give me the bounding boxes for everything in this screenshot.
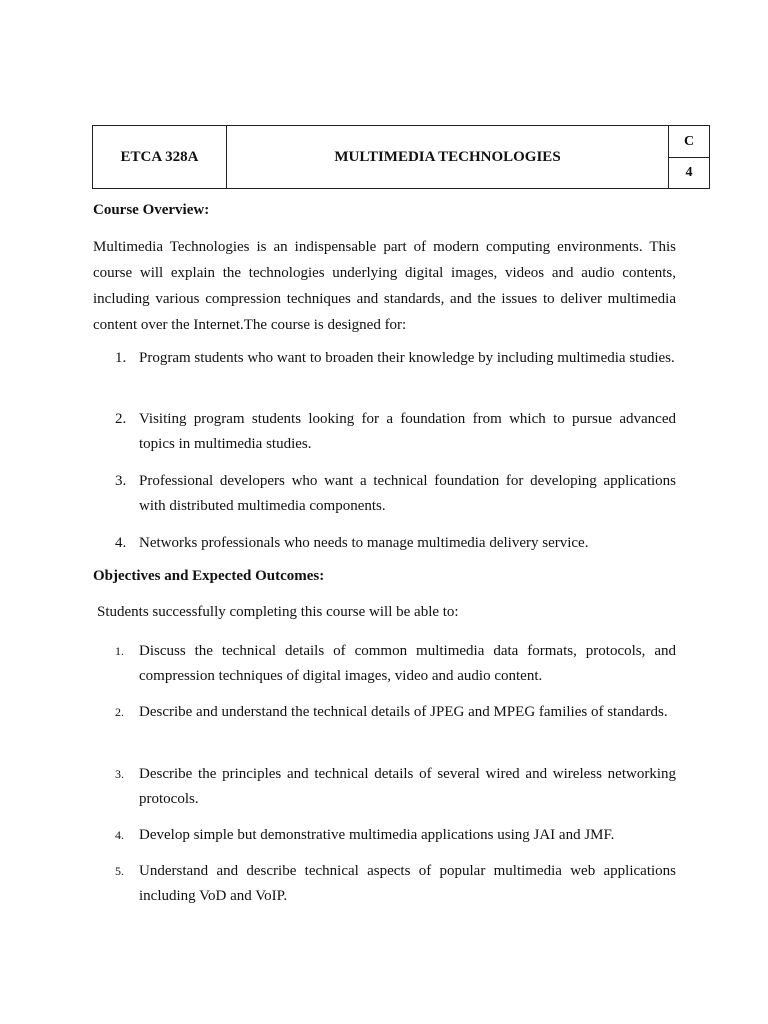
list-item (93, 762, 676, 812)
overview-heading: Course Overview: (93, 202, 210, 218)
item-text: Networks professionals who needs to manage multimedia delivery service. (139, 535, 589, 551)
list-item (93, 823, 676, 848)
item-text: Describe and understand the technical details of JPEG and MPEG families of standards. (139, 704, 668, 720)
list-item (93, 407, 676, 457)
item-text: Describe the principles and technical details of several wired and wireless networking protocols. (139, 766, 676, 807)
item-text: Professional developers who want a technical foundation for developing applications with distributed multimedia components. (139, 473, 676, 514)
item-text: Understand and describe technical aspects of popular multimedia web applications including VoD and VoIP. (139, 863, 676, 904)
item-number: 1. (115, 644, 124, 658)
list-item (93, 469, 676, 519)
overview-paragraph: Multimedia Technologies is an indispensable part of modern computing environments. This course will explain the technologies underlying digital images, videos and audio contents, including various compression techniques and standards, and the issues to deliver multimedia content over the Internet.The course is designed for: (93, 239, 676, 333)
item-number: 5. (115, 864, 124, 878)
credit-label: C (669, 126, 709, 158)
item-text: Program students who want to broaden their knowledge by including multimedia studies. (139, 350, 675, 366)
item-number: 4. (115, 828, 124, 842)
item-text: Discuss the technical details of common multimedia data formats, protocols, and compression techniques of digital images, video and audio content. (139, 643, 676, 684)
item-text: Develop simple but demonstrative multimedia applications using JAI and JMF. (139, 827, 615, 843)
item-number: 2. (115, 411, 127, 427)
item-number: 3. (115, 767, 124, 781)
course-header-table (92, 125, 710, 189)
item-text: Visiting program students looking for a foundation from which to pursue advanced topics in multimedia studies. (139, 411, 676, 452)
list-item (93, 859, 676, 909)
item-number: 3. (115, 473, 127, 489)
course-title: MULTIMEDIA TECHNOLOGIES (227, 126, 669, 188)
list-item (93, 346, 676, 371)
list-item (93, 531, 676, 556)
objectives-intro: Students successfully completing this course will be able to: (97, 604, 459, 620)
list-item (93, 639, 676, 689)
item-number: 1. (115, 350, 127, 366)
credit-value: 4 (685, 164, 693, 180)
course-code: ETCA 328A (93, 126, 227, 188)
objectives-heading: Objectives and Expected Outcomes: (93, 568, 325, 584)
credit-cell (669, 126, 709, 188)
list-item (93, 700, 676, 725)
item-number: 4. (115, 535, 127, 551)
item-number: 2. (115, 705, 124, 719)
